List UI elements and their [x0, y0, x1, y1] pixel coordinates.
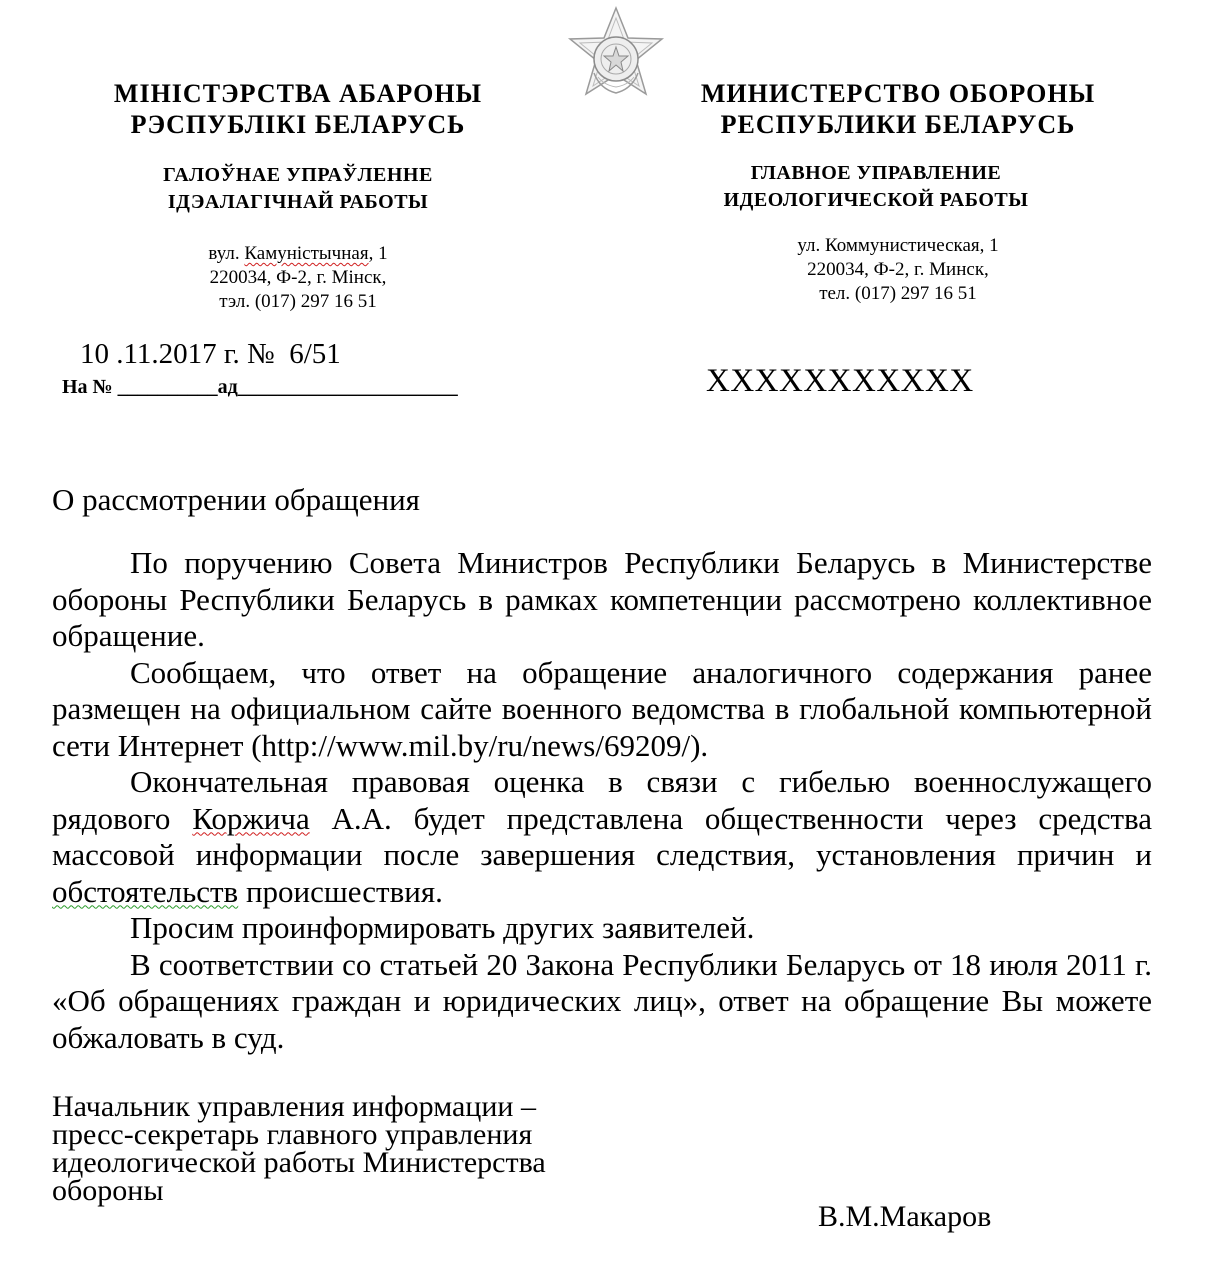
address-ru: ул. Коммунистическая, 1 220034, Ф-2, г. Минск, тел. (017) 297 16 51: [797, 235, 999, 304]
signatory-position: Начальник управления информации – пресс-секретарь главного управления идеологической работы Министерства обороны: [52, 1090, 546, 1207]
signatory-name: В.М.Макаров: [818, 1200, 992, 1233]
paragraph-1: По поручению Совета Министров Республики Беларусь в Министерстве обороны Республики Беларусь в рамках компетенции рассмотрено коллективное обращение.: [52, 545, 1152, 653]
recipient: XXXXXXXXXXX: [706, 363, 974, 399]
paragraph-3: Окончательная правовая оценка в связи с гибелью военнослужащего рядового Коржича А.А. будет представлена общественности через средства массовой информации после завершения следствия, установления причин и обстоятельств происшествия.: [52, 764, 1152, 909]
date-and-number: 10 .11.2017 г. № 6/51: [80, 338, 341, 370]
reply-to-number: На № __________ад______________________: [62, 376, 458, 398]
address-by: вул. Камуністычная, 1 220034, Ф-2, г. Мінск, тэл. (017) 297 16 51: [208, 243, 388, 312]
star-emblem-icon: [560, 5, 672, 111]
ministry-name-by: МІНІСТЭРСТВА АБАРОНЫ РЭСПУБЛІКІ БЕЛАРУСЬ: [113, 79, 483, 139]
paragraph-4: Просим проинформировать других заявителей.: [130, 910, 755, 945]
ministry-name-ru: МИНИСТЕРСТВО ОБОРОНЫ РЕСПУБЛИКИ БЕЛАРУСЬ: [700, 79, 1096, 139]
department-name-ru: ГЛАВНОЕ УПРАВЛЕНИЕ ИДЕОЛОГИЧЕСКОЙ РАБОТЫ: [723, 162, 1029, 211]
letter-body: [52, 545, 1152, 1056]
paragraph-2: Сообщаем, что ответ на обращение аналогичного содержания ранее размещен на официальном сайте военного ведомства в глобальной компьютерной сети Интернет (http://www.mil.by/ru/news/69209/).: [52, 654, 1152, 763]
paragraph-5: В соответствии со статьей 20 Закона Республики Беларусь от 18 июля 2011 г. «Об обращениях граждан и юридических лиц», ответ на обращение Вы можете обжаловать в суд.: [52, 946, 1152, 1055]
department-name-by: ГАЛОЎНАЕ УПРАЎЛЕННЕ ІДЭАЛАГІЧНАЙ РАБОТЫ: [163, 164, 433, 213]
subject-line: О рассмотрении обращения: [52, 482, 420, 517]
